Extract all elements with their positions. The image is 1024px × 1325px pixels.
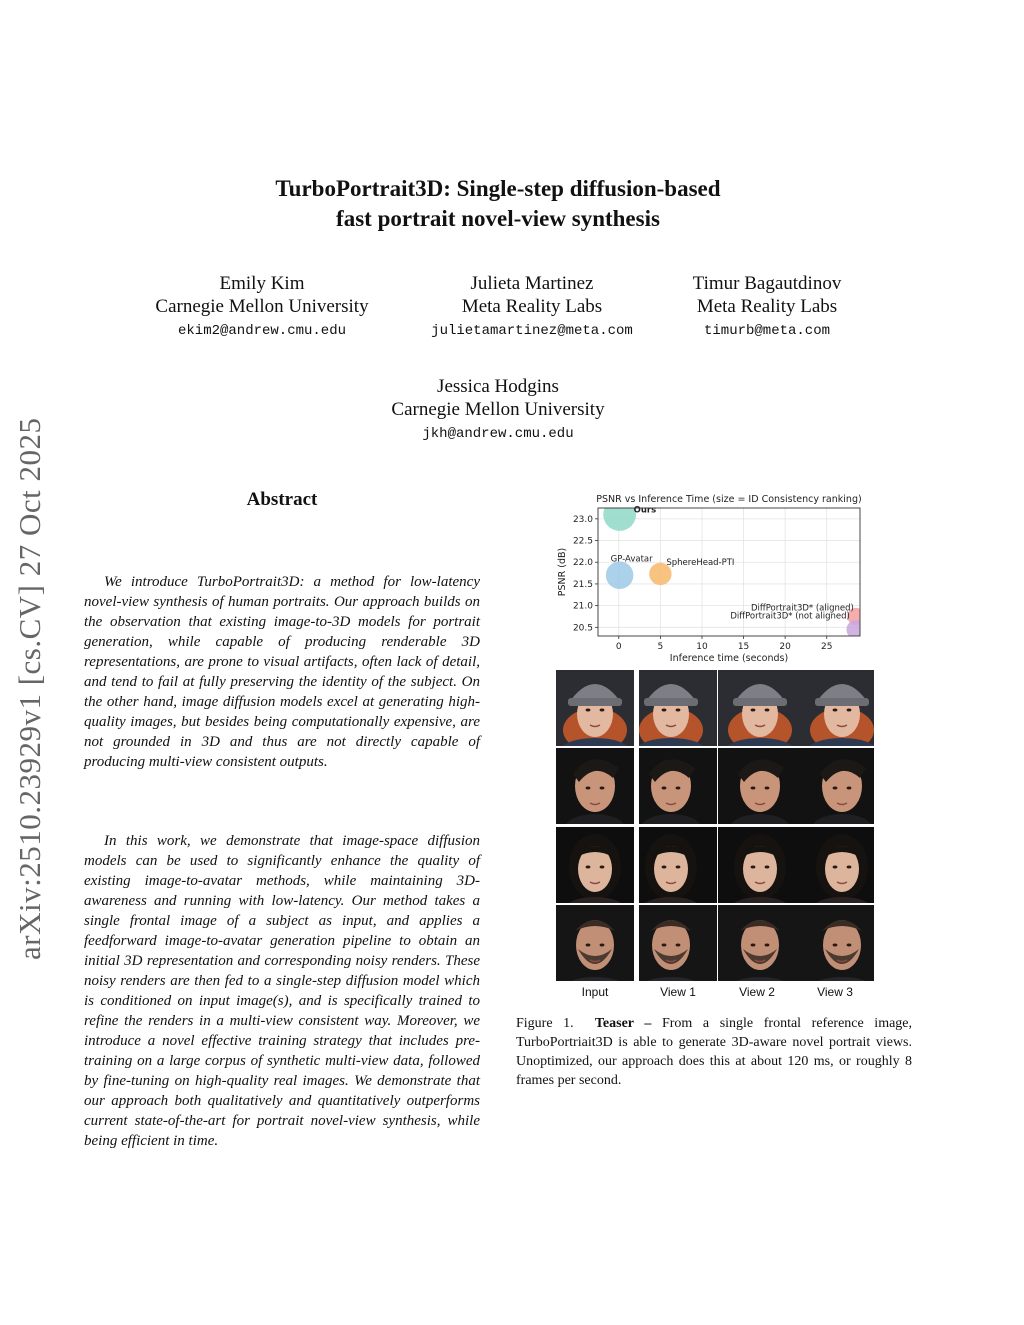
portrait-woman-beanie-view-2 <box>718 670 796 746</box>
portrait-woman-beanie-view-1 <box>639 670 717 746</box>
portrait-man-dark-hair-view-2 <box>718 748 796 824</box>
author-name: Julieta Martinez <box>470 273 594 294</box>
column-label-view-2: View 2 <box>739 985 775 999</box>
portrait-woman-beanie-view-3 <box>796 670 874 746</box>
author-name: Jessica Hodgins <box>437 376 559 397</box>
abstract-paragraph-1: We introduce TurboPortrait3D: a method for low-latency novel-view synthesis of human portraits. Our approach builds on the observation that existing image-to-3D models for portrait generation, while capable of producing renderable 3D representations, are prone to visual artifacts, often lack of detail, and tend to fail at fully preserving the identity of the subject. On the other hand, image diffusion models excel at generating high-quality images, but besides being computationally expensive, are not grounded in 3D and thus are not directly capable of producing multi-view consistent outputs. <box>84 574 480 770</box>
author-3 <box>672 272 862 340</box>
author-name: Timur Bagautdinov <box>692 273 842 294</box>
author-affiliation: Carnegie Mellon University <box>391 399 605 420</box>
y-axis-label: PSNR (dB) <box>557 547 568 597</box>
column-label-input: Input <box>581 985 609 999</box>
column-label-view-1: View 1 <box>660 985 696 999</box>
portrait-man-dark-hair-view-1 <box>639 748 717 824</box>
paper-title <box>0 174 996 234</box>
point-label: SphereHead-PTI <box>666 557 735 568</box>
point-label: GP-Avatar <box>610 554 653 565</box>
y-tick-label: 21.0 <box>572 601 593 612</box>
point-label: Ours <box>633 505 657 516</box>
portrait-man-beard-input <box>556 905 634 981</box>
x-axis-label: Inference time (seconds) <box>669 653 789 664</box>
portrait-woman-dark-hair-view-3 <box>796 827 874 903</box>
caption-bold: Teaser – <box>594 1016 652 1031</box>
author-affiliation: Carnegie Mellon University <box>155 296 369 317</box>
x-tick-label: 5 <box>657 642 664 652</box>
author-email: jkh@andrew.cmu.edu <box>422 426 574 442</box>
y-tick-label: 21.5 <box>572 579 593 590</box>
portrait-woman-dark-hair-view-2 <box>718 827 796 903</box>
abstract-heading: Abstract <box>246 489 318 510</box>
figure-caption <box>516 1014 912 1090</box>
y-tick-label: 23.0 <box>572 514 593 525</box>
x-tick-label: 25 <box>821 642 833 652</box>
caption-text: From a single frontal reference image, TurboPortriait3D is able to generate 3D-aware novel portrait views. Unoptimized, our approach does this at about 120 ms, or roughly 8 frames per second. <box>516 1016 913 1088</box>
portrait-woman-beanie-input <box>556 670 634 746</box>
column-label-view-3: View 3 <box>817 985 853 999</box>
author-2 <box>412 272 652 340</box>
portrait-woman-dark-hair-view-1 <box>639 827 717 903</box>
chart-title: PSNR vs Inference Time (size = ID Consistency ranking) <box>596 494 862 505</box>
y-tick-label: 22.0 <box>572 558 593 569</box>
author-affiliation: Meta Reality Labs <box>696 296 838 317</box>
x-tick-label: 20 <box>779 642 791 652</box>
title-line-1: TurboPortrait3D: Single-step diffusion-based <box>275 176 721 201</box>
author-1 <box>147 272 377 340</box>
abstract-paragraph-2: In this work, we demonstrate that image-space diffusion models can be used to significantly enhance the quality of existing image-to-avatar methods, while maintaining 3D-awareness and running with low-latency. Our method takes a single frontal image of a subject as input, and applies a feedforward image-to-avatar generation pipeline to obtain an initial 3D representation and corresponding noisy renders. These noisy renders are then fed to a single-step diffusion model which is conditioned on input image(s), and is specifically trained to refine the renders in a multi-view consistent way. Moreover, we introduce a novel effective training strategy that includes pre-training on a large corpus of synthetic multi-view data, followed by fine-tuning on high-quality real images. We demonstrate that our approach both qualitatively and quantitatively outperforms current state-of-the-art for portrait novel-view synthesis, while being efficient in time. <box>84 833 480 1149</box>
point-label: DiffPortrait3D* (aligned) <box>750 603 854 614</box>
author-name: Emily Kim <box>219 273 305 294</box>
author-email: ekim2@andrew.cmu.edu <box>177 323 347 339</box>
y-tick-label: 22.5 <box>572 536 593 547</box>
x-tick-label: 10 <box>696 642 708 652</box>
y-tick-label: 20.5 <box>572 623 593 634</box>
portrait-man-beard-view-2 <box>718 905 796 981</box>
portrait-man-dark-hair-input <box>556 748 634 824</box>
portrait-man-beard-view-1 <box>639 905 717 981</box>
caption-prefix: Figure 1. <box>516 1016 574 1031</box>
author-email: timurb@meta.com <box>703 323 831 339</box>
portrait-woman-dark-hair-input <box>556 827 634 903</box>
portrait-man-beard-view-3 <box>796 905 874 981</box>
portrait-man-dark-hair-view-3 <box>796 748 874 824</box>
title-line-2: fast portrait novel-view synthesis <box>336 206 660 231</box>
author-affiliation: Meta Reality Labs <box>461 296 603 317</box>
x-tick-label: 0 <box>615 642 622 652</box>
teaser-image-grid <box>556 670 874 983</box>
author-email: julietamartinez@meta.com <box>431 323 633 339</box>
point-label: DiffPortrait3D* (not aligned) <box>730 611 850 622</box>
x-tick-label: 15 <box>737 642 750 652</box>
scatter-point <box>606 561 634 589</box>
psnr-scatter-chart <box>548 492 878 664</box>
author-4 <box>378 375 618 443</box>
arxiv-identifier: arXiv:2510.23929v1 [cs.CV] 27 Oct 2025 <box>12 417 47 960</box>
